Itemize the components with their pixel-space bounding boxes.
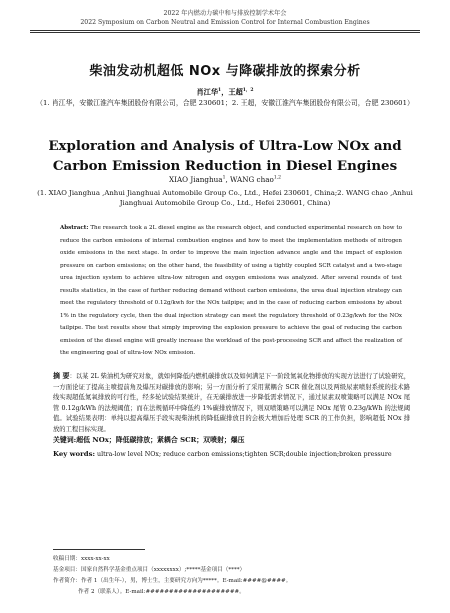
english-authors: XIAO Jianghua$^1$, WANG chao$^{1,2}$ (169, 175, 281, 184)
author-1-cn: 肖江华 (196, 87, 219, 97)
footnote-rule (53, 549, 145, 550)
english-abstract (60, 222, 402, 360)
author-2-cn: ，王超 (221, 87, 243, 97)
english-affiliation: (1. XIAO Jianghua ,Anhui Jianghuai Automobile Group Co., Ltd., Hefei 230601, China;2. WANG chao ,Anhui Jianghuai Automobile Group Co., Ltd., Hefei 230601, China) (37, 189, 413, 207)
english-keywords (53, 449, 410, 460)
chinese-authors: 肖江华$^1$，王超$^{1,2}$ (196, 87, 254, 97)
author-1-en: XIAO Jianghua (169, 175, 223, 184)
chinese-abstract-text: ：以某 2L 柴油机为研究对象，就如何降低内燃机碳排放以及如何满足下一阶段氮氧化物排放的实现方法进行了试验研究，一方面论证了提高主喷提前角及爆压对碳排放的影响；另一方面分析了采用紧耦合 SCR 催化剂以及两级尿素喷射系统的技术路线实现超低氮氧排放的可行性，经多轮试验结果统计，在无碳排放进一步降低需求情况下，通过尿素双喷策略可以满足 NOx 尾管 0.12g/kWh 的法规阈值；而在法规循环中降低约 1%碳排放情况下，则双喷策略可以满足 NOx 尾管 0.23g/kWh 的法规阈值。试验结果表明：单纯以提高爆压手段实现柴油机的降低碳排放目的会极大增加后处理 SCR 的工作负担，影响超低 NOx 排放的工程目标实现。 (53, 373, 411, 433)
chinese-affiliation: （1. 肖江华，安徽江淮汽车集团股份有限公司，合肥 230601；2. 王超，安徽江淮汽车集团股份有限公司，合肥 230601） (36, 99, 414, 107)
header-rule-bottom (30, 32, 420, 33)
keywords-label: Key words: (53, 450, 96, 458)
chinese-abstract (53, 371, 410, 435)
footnote-received: 收稿日期：xxxx-xx-xx (53, 556, 110, 562)
header-rule-top (30, 30, 420, 31)
abstract-label: Abstract: (60, 225, 89, 231)
header-line-en: 2022 Symposium on Carbon Neutral and Emission Control for Internal Combustion Engines (80, 19, 370, 26)
chinese-abstract-label: 摘 要 (53, 371, 70, 380)
header-line-cn: 2022 年内燃动力碳中和与排放控制学术年会 (163, 10, 287, 17)
chinese-title: 柴油发动机超低 NOx 与降碳排放的探索分析 (89, 64, 361, 79)
english-title-line1: Exploration and Analysis of Ultra-Low NOx and (48, 138, 402, 154)
footnote-author-1: 作者简介：作者 1（出生年-），男，博士生，主要研究方向为*****。E-mail:####@####。 (53, 578, 292, 584)
author-2-en: , WANG chao (225, 175, 274, 184)
abstract-text: The research took a 2L diesel engine as the research object, and conducted experimental research on how to reduce the carbon emissions of internal combustion engines and how to meet the implementation methods of nitrogen oxide emissions in the next stage. In order to improve the main injection advance angle and the impact of explosion pressure on carbon emissions; on the other hand, the feasibility of using a tightly coupled SCR catalyst and a two-stage urea injection system to achieve ultra-low nitrogen and oxygen emissions was analyzed. After several rounds of test results statistics, in the case of further reducing demand without carbon emissions, the urea dual injection strategy can meet the regulatory threshold of 0.12g/kwh for the NOx tailpipe; and in the case of reducing carbon emissions by about 1% in the regulatory cycle, then the dual injection strategy can meet the regulatory threshold of 0.23g/kwh for the NOx tailpipe. The test results show that simply improving the explosion pressure to achieve the goal of reducing the carbon emission of the diesel engine will greatly increase the workload of the post-processing SCR and affect the realization of the engineering goal of ultra-low NOx emission. (60, 225, 402, 357)
chinese-keywords: 关键词:超低 NOx；降低碳排放；紧耦合 SCR；双喷射；爆压 (53, 436, 245, 444)
footnote-fund: 基金项目：国家自然科学基金重点项目（xxxxxxxx）;*****基金项目（****） (53, 567, 246, 573)
conference-header (0, 9, 450, 27)
footnote-author-2: 作者 2（联系人）。E-mail:####################。 (78, 589, 245, 595)
english-title-line2: Carbon Emission Reduction in Diesel Engines (52, 158, 398, 174)
keywords-text: ultra-low level NOx; reduce carbon emissions;tighten SCR;double injection;broken pressure (95, 451, 392, 458)
english-title (0, 136, 450, 176)
